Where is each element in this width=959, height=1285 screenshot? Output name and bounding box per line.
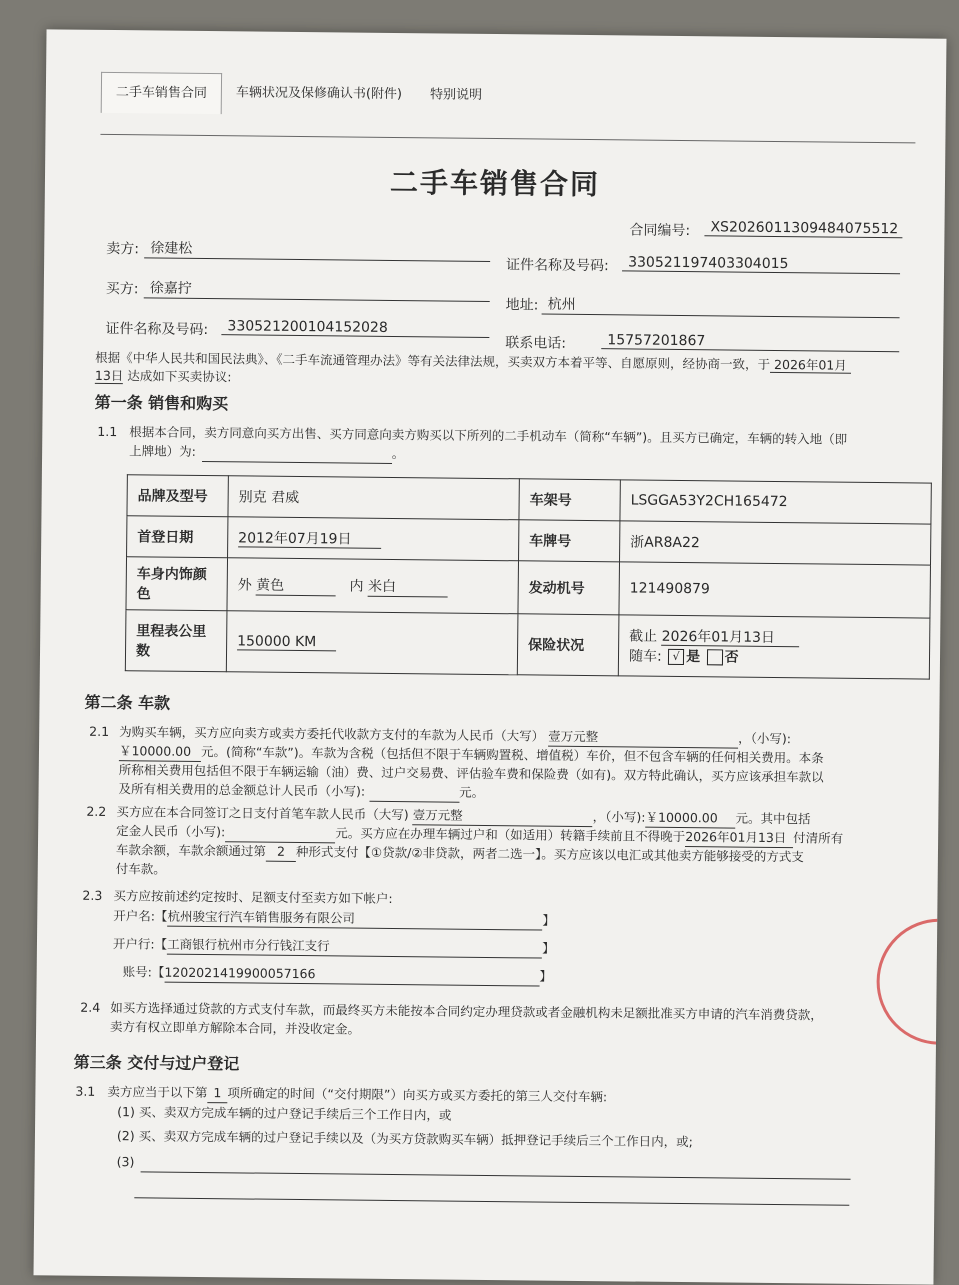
contract-no: XS2026011309484075512 — [704, 219, 902, 238]
color-value: 外 黄色 内 米白 — [227, 558, 519, 614]
page-title: 二手车销售合同 — [389, 165, 601, 202]
insurance-value: 截止 2026年01月13日 随车: √ 是 否 — [618, 615, 930, 679]
no-checkbox[interactable] — [707, 649, 723, 665]
clause-2-4-number: 2.4 — [80, 999, 101, 1015]
buyer-id-label: 证件名称及号码: — [105, 320, 209, 339]
mileage-value: 150000 KM — [226, 611, 518, 675]
color-header: 车身内饰颜 色 — [126, 557, 228, 611]
tab-bar — [101, 70, 497, 118]
seller-name: 徐建松 — [144, 237, 490, 262]
vehicle-table — [125, 474, 932, 679]
company-seal — [876, 918, 947, 1045]
phone: 15757201867 — [601, 332, 899, 352]
reg-date-header: 首登日期 — [127, 516, 228, 558]
clause-2-1-line2: ￥10000.00 元。(简称“车款”)。车款为含税（包括但不限于车辆购置税、增值税）车价，但不包含车辆的任何相关费用。本条 — [118, 743, 824, 766]
section-3-heading: 第三条 交付与过户登记 — [73, 1052, 240, 1074]
contract-page — [34, 29, 947, 1284]
buyer-label: 买方: — [105, 280, 139, 298]
account-name-row: 开户名:【杭州骏宝行汽车销售服务有限公司 】 — [113, 906, 555, 931]
tab-special-notes[interactable]: 特别说明 — [429, 87, 483, 103]
phone-label: 联系电话: — [505, 335, 567, 352]
insurance-header: 保险状况 — [517, 614, 619, 676]
clause-2-2-line3: 车款余额，车款余额通过第 2 种形式支付【①贷款/②非贷款，两者二选一】。买方应该以电汇或其他卖方能够接受的方式支 — [115, 842, 804, 865]
clause-2-1-line3: 所称相关费用包括但不限于车辆运输（油）费、过户交易费、评估验车费和保险费（如有)。双方特此确认，买方应该承担车款以 — [118, 762, 824, 785]
seller-id: 330521197403304015 — [622, 254, 900, 274]
tab-divider — [100, 134, 915, 144]
clause-2-2-line1: 买方应在本合同签订之日支付首笔车款人民币（大写) 壹万元整 ，（小写):￥10000.00 元。其中包括 — [116, 802, 810, 829]
buyer-name: 徐嘉拧 — [144, 277, 490, 302]
clause-3-1-number: 3.1 — [75, 1083, 96, 1099]
yes-checkbox[interactable]: √ — [668, 649, 684, 665]
clause-3-1-option-2: (2) 买、卖双方完成车辆的过户登记手续以及（为买方贷款购买车辆）抵押登记手续后三个工作日内，或; — [116, 1128, 693, 1150]
vin-value: LSGGA53Y2CH165472 — [620, 480, 931, 524]
seller-label: 卖方: — [106, 240, 140, 258]
clause-2-3-number: 2.3 — [82, 887, 103, 903]
clause-2-1-number: 2.1 — [89, 723, 110, 740]
engine-header: 发动机号 — [518, 561, 620, 615]
tab-sales-contract[interactable]: 二手车销售合同 — [101, 71, 222, 113]
clause-1-1-number: 1.1 — [97, 423, 118, 440]
buyer-id: 330521200104152028 — [221, 318, 489, 338]
clause-1-1-text: 根据本合同，卖方同意向买方出售、买方同意向卖方购买以下所列的二手机动车（简称“车辆”)。且买方已确定，车辆的转入地（即 — [129, 424, 848, 447]
seller-id-label: 证件名称及号码: — [506, 257, 609, 275]
intro-text: 根据《中华人民共和国民法典》、《二手车流通管理办法》等有关法律法规，买卖双方本着平等、自愿原则，经协商一致，于 2026年01月 — [95, 348, 851, 375]
clause-2-1-line1: 为购买车辆，买方应向卖方或卖方委托代收款方支付的车款为人民币（大写） 壹万元整 ，（小写): — [119, 722, 791, 749]
reg-date-value: 2012年07月19日 — [228, 517, 519, 561]
clause-2-2-line4: 付车款。 — [115, 861, 166, 877]
clause-2-2-number: 2.2 — [86, 803, 107, 819]
clause-3-1-text: 卖方应当于以下第 1 项所确定的时间（“交付期限”）向买方或买方委托的第三人交付车辆: — [107, 1084, 608, 1105]
bank-row: 开户行:【工商银行杭州市分行钱江支行 】 — [113, 934, 555, 959]
address: 杭州 — [542, 294, 900, 319]
clause-1-1-text-2: 上牌地）为: 。 — [129, 441, 404, 464]
tab-vehicle-condition[interactable]: 车辆状况及保修确认书(附件) — [235, 85, 403, 103]
clause-3-1-option-3: (3) — [117, 1152, 851, 1180]
engine-value: 121490879 — [619, 562, 931, 618]
section-2-heading: 第二条 车款 — [84, 692, 171, 713]
vin-header: 车架号 — [519, 479, 620, 521]
clause-2-3-text: 买方应按前述约定按时、足额支付至卖方如下帐户: — [113, 888, 393, 906]
account-number-row: 账号:【1202021419900057166 】 — [123, 962, 552, 986]
blank-line — [134, 1196, 849, 1205]
mileage-header: 里程表公里 数 — [125, 610, 227, 672]
intro-text-2: 13日 达成如下买卖协议: — [94, 367, 232, 385]
clause-2-1-line4: 及所有相关费用的总金额总计人民币（小写): 元。 — [118, 779, 484, 803]
clause-2-2-line2: 定金人民币（小写): 元。买方应在办理车辆过户和（如适用）转籍手续前且不得晚于2026年01月13日 付清所有 — [116, 821, 843, 849]
plate-header: 车牌号 — [519, 520, 620, 562]
clause-3-1-option-1: (1) 买、卖双方完成车辆的过户登记手续后三个工作日内，或 — [117, 1104, 452, 1123]
contract-no-label: 合同编号: — [629, 222, 691, 240]
plate-value: 浙AR8A22 — [620, 521, 931, 565]
brand-value: 别克 君威 — [228, 476, 519, 520]
clause-2-4-line2: 卖方有权立即单方解除本合同，并没收定金。 — [110, 1019, 361, 1037]
section-1-heading: 第一条 销售和购买 — [94, 392, 229, 414]
address-label: 地址: — [505, 297, 539, 314]
brand-header: 品牌及型号 — [127, 475, 228, 517]
clause-2-4-line1: 如买方选择通过贷款的方式支付车款，而最终买方未能按本合同约定办理贷款或者金融机构未足额批准买方申请的汽车消费贷款， — [110, 1000, 823, 1023]
